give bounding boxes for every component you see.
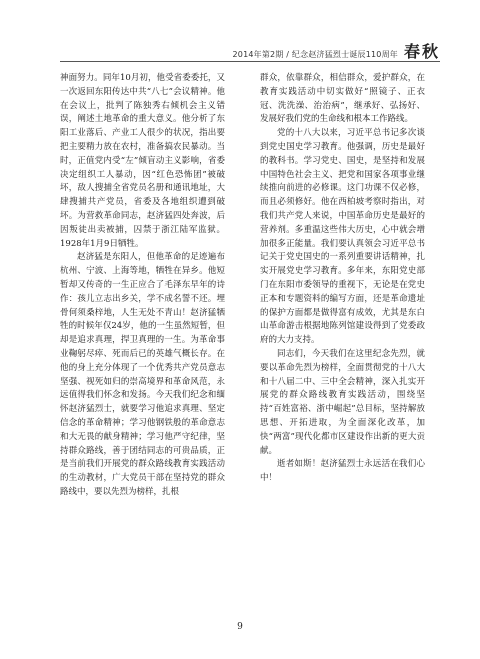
- paragraph: 同志们，今天我们在这里纪念先烈，就要以革命先烈为榜样，全面贯彻党的十八大和十八届二中、三中全会精神，深入扎实开展党的群众路线教育实践活动，围绕坚持“百姓富裕、浙中崛起”总目标，坚持解放思想、开拓进取，为全面深化改革，加快“两富”现代化都市区建设作出新的更大贡献。: [260, 348, 425, 456]
- right-column: [260, 72, 425, 522]
- magazine-logo: 春秋: [403, 42, 440, 61]
- left-column: [60, 72, 225, 522]
- paragraph: 群众，依靠群众，相信群众，爱护群众，在教育实践活动中切实做好“照镜子、正衣冠、洗洗澡、治治病”，继承好、弘扬好、发展好我们党的生命线和根本工作路线。: [260, 73, 425, 125]
- running-header: [60, 36, 440, 60]
- paragraph: 赵济猛是东阳人，但他革命的足迹遍布杭州、宁波、上海等地，牺牲在异乡。他短暂却又传奇的一生正应合了毛泽东早年的诗作：孩儿立志出乡关，学不成名誓不还。埋骨何须桑梓地，人生无处不青山！赵济猛牺牲的时候年仅24岁，他的一生虽然短暂，但却是追求真理，捍卫真理的一生。为革命事业鞠躬尽瘁、死而后已的英雄气概长存。在他的身上充分体现了一个优秀共产党员意志坚强、视死如归的崇高境界和革命风范，永远值得我们怀念和发扬。今天我们纪念和缅怀赵济猛烈士，就要学习他追求真理、坚定信念的革命精神；学习他钢铁般的革命意志和大无畏的献身精神；学习他严守纪律，坚持群众路线，善于团结同志的可贵品质，正是当前我们开展党的群众路线教育实践活动的生动教材，广大党员干部在坚持党的群众路线中，要以先烈为榜样，扎根: [60, 252, 225, 497]
- paragraph: 神面努力。同年10月初，他受省委委托，又一次返回东阳传达中共“八七”会议精神。他在会议上，批判了陈独秀右倾机会主义错误，阐述土地革命的重大意义。他分析了东阳工业落后、产业工人很少的状况，指出要把主要精力放在农村，准备搞农民暴动。当时，正值党内受“左”倾盲动主义影响，省委决定组织工人暴动，因“红色恐怖团”被破坏，敌人搜捕全省党员名册和通讯地址，大肆搜捕共产党员，省委及各地组织遭到破坏。为营救革命同志，赵济猛四处奔波，后因叛徒出卖被捕，囚禁于浙江陆军监狱。1928年1月9日牺牲。: [60, 73, 225, 249]
- header-rule: [60, 61, 440, 62]
- paragraph: 党的十八大以来，习近平总书记多次谈到党史国史学习教育。他强调，历史是最好的教科书。学习党史、国史，是坚持和发展中国特色社会主义、把党和国家各项事业继续推向前进的必修课。这门功课不仅必修，而且必须修好。他在西柏坡考察时指出，对我们共产党人来说，中国革命历史是最好的营养剂。多重温这些伟大历史，心中就会增加很多正能量。我们要认真领会习近平总书记关于党史国史的一系列重要讲话精神，扎实开展党史学习教育。多年来，东阳党史部门在东阳市委领导的重视下，无论是在党史正本和专题资料的编写方面，还是革命遗址的保护方面都是做得富有成效，尤其是东白山革命游击根据地陈列馆建设得到了党委政府的大力支持。: [260, 128, 425, 346]
- issue-line: 2014年第2期 / 纪念赵济猛烈士诞辰110周年: [232, 50, 398, 59]
- paragraph: 逝者如斯！赵济猛烈士永远活在我们心中！: [260, 459, 425, 484]
- page-number: 9: [237, 622, 243, 632]
